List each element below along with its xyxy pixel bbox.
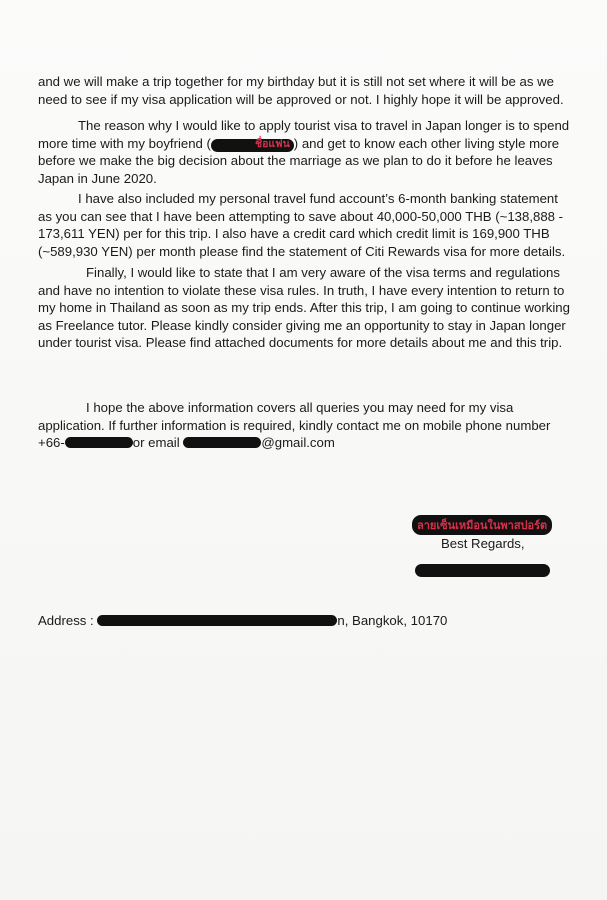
closing-text: Best Regards,: [441, 536, 525, 551]
paragraph-intent: Finally, I would like to state that I am very aware of the visa terms and regulations and have no intention to violate these visa rules. In truth, I have every intention to return to my home in Thailand as soon as my trip ends. After this trip, I am going to continue working as Freelance tutor. Please kindly consider giving me an opportunity to stay in Japan longer under tourist visa. Please find attached documents for more details about me and this trip.: [38, 265, 570, 351]
boyfriend-name-note: ชื่อแฟน: [254, 137, 290, 150]
redacted-boyfriend-name: [211, 139, 294, 152]
paragraph-funds: I have also included my personal travel fund account’s 6-month banking statement as you can see that I have been attempting to save about 40,000-50,000 THB (~138,888 - 173,611 YEN) per for this trip. I also have a credit card which credit limit is 169,900 THB (~589,930 YEN) per month please find the statement of Citi Rewards visa for more details.: [38, 191, 566, 259]
address-city: n, Bangkok, 10170: [337, 613, 448, 628]
or-email-text: or email: [132, 435, 184, 451]
redacted-phone: [65, 437, 133, 448]
redacted-email: [183, 437, 261, 448]
address-line: [38, 612, 447, 630]
paragraph-contact: [38, 399, 573, 452]
address-label: Address :: [38, 613, 98, 628]
contact-text: I hope the above information covers all queries you may need for my visa application. If further information is required, kindly contact me on mobile phone number: [38, 400, 551, 433]
signature-note: ลายเซ็นเหมือนในพาสปอร์ต: [417, 519, 548, 532]
paragraph-trip: and we will make a trip together for my birthday but it is still not set where it will be as we need to see if my visa application will be approved or not. I highly hope it will be approved.: [38, 74, 564, 107]
phone-prefix: +66-: [38, 435, 65, 451]
redacted-address: [97, 615, 337, 626]
signature-redaction: [412, 515, 552, 535]
reason-text-start: The reason why I would like to apply tourist visa to travel in Japan longer is to spend more time with my boyfriend (: [38, 118, 570, 151]
redacted-sender-name: [415, 564, 550, 577]
email-domain: @gmail.com: [261, 435, 335, 451]
reason-text-end: ) and get to know each other living style more before we make the big decision about the marriage as we plan to do it before he leaves Japan in June 2020.: [38, 135, 560, 186]
paragraph-reason: [38, 117, 573, 187]
